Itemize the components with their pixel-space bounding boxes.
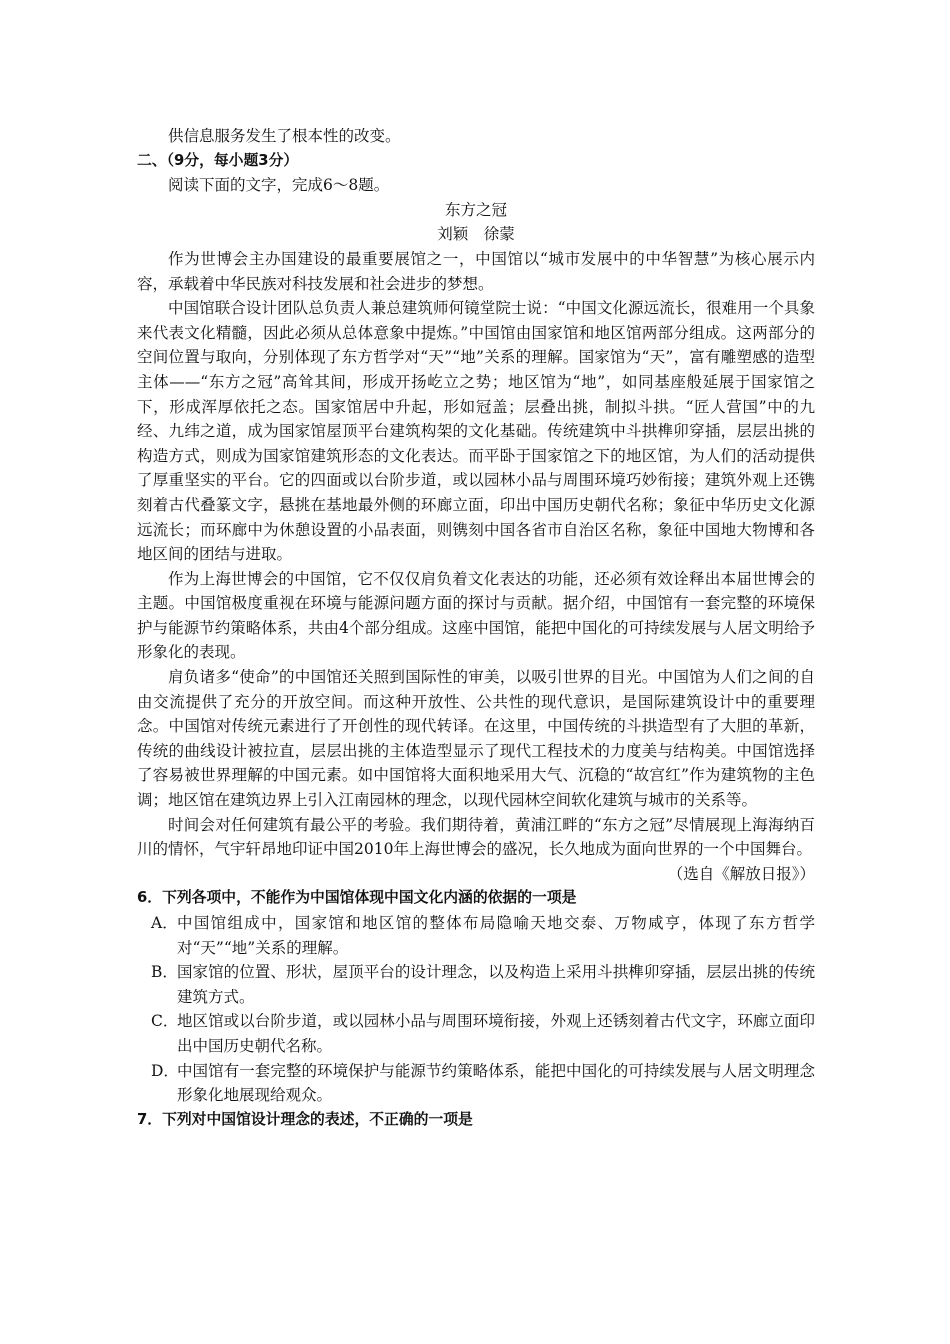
option-text: 中国馆有一套完整的环境保护与能源节约策略体系，能把中国化的可持续发展与人居文明理念形象化地展现给观众。 <box>177 1061 815 1105</box>
article-authors: 刘颖 徐蒙 <box>437 225 515 244</box>
option-label: C． <box>151 1012 179 1031</box>
article-paragraph: 时间会对任何建筑有最公平的考验。我们期待着，黄浦江畔的“东方之冠”尽情展现上海海纳百川的情怀，气宇轩昂地印证中国2010年上海世博会的盛况，长久地成为面向世界的一个中国舞台。 <box>137 815 815 859</box>
question-6-stem: 6．下列各项中，不能作为中国馆体现中国文化内涵的依据的一项是 <box>137 889 577 907</box>
option-label: D． <box>151 1061 179 1080</box>
question-6-option-c <box>151 1009 815 1058</box>
question-6-option-a <box>151 911 815 960</box>
option-text: 中国馆组成中，国家馆和地区馆的整体布局隐喻天地交泰、万物咸亨，体现了东方哲学对“天”“地”关系的理解。 <box>177 914 815 957</box>
article-title: 东方之冠 <box>444 200 507 219</box>
option-text: 地区馆或以台阶步道，或以园林小品与周围环境衔接，外观上还锈刻着古代文字，环廊立面印出中国历史朝代名称。 <box>177 1012 815 1055</box>
document-page <box>137 124 815 1132</box>
option-text: 国家馆的位置、形状，屋顶平台的设计理念，以及构造上采用斗拱榫卯穿插，层层出挑的传统建筑方式。 <box>177 963 815 1006</box>
article-paragraph: 肩负诸多“使命”的中国馆还关照到国际性的审美，以吸引世界的目光。中国馆为人们之间的自由交流提供了充分的开放空间。而这种开放性、公共性的现代意识，是国际建筑设计中的重要理念。中国馆对传统元素进行了开创性的现代转译。在这里，中国传统的斗拱造型有了大胆的革新，传统的曲线设计被拉直，层层出挑的主体造型显示了现代工程技术的力度美与结构美。中国馆选择了容易被世界理解的中国元素。如中国馆将大面积地采用大气、沉稳的“故宫红”作为建筑物的主色调；地区馆在建筑边界上引入江南园林的理念，以现代园林空间软化建筑与城市的关系等。 <box>137 668 815 810</box>
section-heading: 二、（9分，每小题3分） <box>137 151 299 169</box>
question-6-option-d <box>151 1059 815 1108</box>
previous-text-tail: 供信息服务发生了根本性的改变。 <box>168 127 401 145</box>
article-paragraph: 作为上海世博会的中国馆，它不仅仅肩负着文化表达的功能，还必须有效诠释出本届世博会的主题。中国馆极度重视在环境与能源问题方面的探讨与贡献。据介绍，中国馆有一套完整的环境保护与能源节约策略体系，共由4个部分组成。这座中国馆，能把中国化的可持续发展与人居文明给予形象化的表现。 <box>137 569 815 662</box>
reading-instruction: 阅读下面的文字，完成6～8题。 <box>168 176 390 195</box>
article-source: （选自《解放日报》） <box>667 864 815 883</box>
option-label: B． <box>151 963 178 982</box>
question-7-stem: 7．下列对中国馆设计理念的表述，不正确的一项是 <box>137 1110 473 1128</box>
question-6-option-b <box>151 960 815 1009</box>
option-label: A． <box>151 914 178 932</box>
article-paragraph: 中国馆联合设计团队总负责人兼总建筑师何镜堂院士说：“中国文化源远流长，很难用一个具象来代表文化精髓，因此必须从总体意象中提炼。”中国馆由国家馆和地区馆两部分组成。这两部分的空间位置与取向，分别体现了东方哲学对“天”“地”关系的理解。国家馆为“天”，富有雕塑感的造型主体——“东方之冠”高耸其间，形成开扬屹立之势；地区馆为“地”，如同基座般延展于国家馆之下，形成浑厚依托之态。国家馆居中升起，形如冠盖；层叠出挑，制拟斗拱。“匠人营国”中的九经、九纬之道，成为国家馆屋顶平台建筑构架的文化基础。传统建筑中斗拱榫卯穿插，层层出挑的构造方式，则成为国家馆建筑形态的文化表达。而平卧于国家馆之下的地区馆，为人们的活动提供了厚重坚实的平台。它的四面或以台阶步道，或以园林小品与周围环境巧妙衔接；建筑外观上还镌刻着古代叠篆文字，悬挑在基地最外侧的环廊立面，印出中国历史朝代名称；象征中华历史文化源远流长；而环廊中为休憩设置的小品表面，则镌刻中国各省市自治区名称，象征中国地大物博和各地区间的团结与进取。 <box>137 299 815 564</box>
article-paragraph: 作为世博会主办国建设的最重要展馆之一，中国馆以“城市发展中的中华智慧”为核心展示内容，承载着中华民族对科技发展和社会进步的梦想。 <box>137 249 815 293</box>
